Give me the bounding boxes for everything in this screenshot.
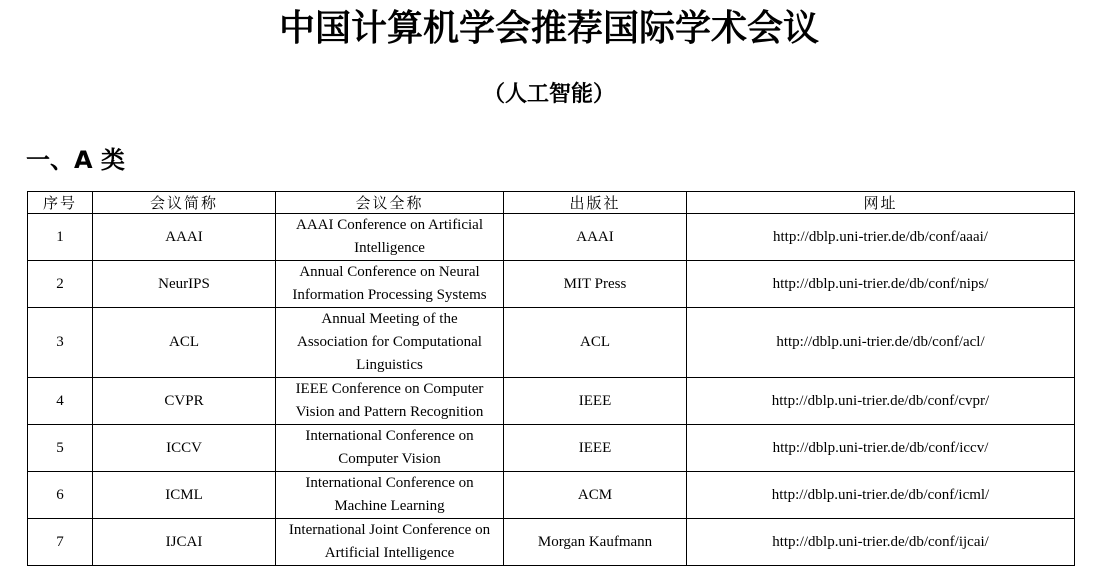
cell-abbr: NeurIPS: [93, 261, 276, 308]
cell-abbr: ICCV: [93, 425, 276, 472]
full-name-line: Information Processing Systems: [292, 287, 487, 303]
full-name-line: Computer Vision: [338, 451, 441, 467]
full-name-line: Association for Computational: [297, 334, 482, 350]
cell-full-name: [276, 261, 504, 308]
cell-url[interactable]: http://dblp.uni-trier.de/db/conf/cvpr/: [687, 378, 1075, 425]
table-row: [28, 519, 1075, 566]
header-full-name: 会议全称: [276, 192, 504, 214]
cell-seq: 7: [28, 519, 93, 566]
header-publisher: 出版社: [504, 192, 687, 214]
cell-full-name: [276, 308, 504, 378]
table-header-row: [28, 192, 1075, 214]
cell-seq: 6: [28, 472, 93, 519]
header-seq: 序号: [28, 192, 93, 214]
cell-abbr: CVPR: [93, 378, 276, 425]
full-name-line: International Conference on: [305, 475, 474, 491]
cell-publisher: AAAI: [504, 214, 687, 261]
header-abbr: 会议简称: [93, 192, 276, 214]
full-name-line: Vision and Pattern Recognition: [295, 404, 484, 420]
cell-seq: 5: [28, 425, 93, 472]
cell-full-name: [276, 214, 504, 261]
full-name-line: International Joint Conference on: [288, 522, 491, 538]
table-row: [28, 308, 1075, 378]
full-name-line: Intelligence: [354, 240, 425, 256]
header-url: 网址: [687, 192, 1075, 214]
cell-full-name: [276, 378, 504, 425]
cell-publisher: ACM: [504, 472, 687, 519]
cell-seq: 1: [28, 214, 93, 261]
document-subtitle: （人工智能）: [482, 82, 615, 107]
table-row: [28, 378, 1075, 425]
section-heading: 一、A 类: [26, 146, 125, 174]
table-row: [28, 425, 1075, 472]
full-name-line: Linguistics: [356, 357, 423, 373]
cell-seq: 2: [28, 261, 93, 308]
cell-abbr: AAAI: [93, 214, 276, 261]
cell-full-name: [276, 472, 504, 519]
table-row: [28, 261, 1075, 308]
cell-abbr: IJCAI: [93, 519, 276, 566]
cell-url[interactable]: http://dblp.uni-trier.de/db/conf/acl/: [687, 308, 1075, 378]
full-name-line: Artificial Intelligence: [324, 545, 455, 561]
cell-seq: 4: [28, 378, 93, 425]
cell-publisher: IEEE: [504, 378, 687, 425]
cell-abbr: ACL: [93, 308, 276, 378]
cell-publisher: Morgan Kaufmann: [504, 519, 687, 566]
cell-full-name: [276, 519, 504, 566]
document-title: 中国计算机学会推荐国际学术会议: [278, 8, 819, 49]
cell-url[interactable]: http://dblp.uni-trier.de/db/conf/icml/: [687, 472, 1075, 519]
full-name-line: International Conference on: [305, 428, 474, 444]
cell-url[interactable]: http://dblp.uni-trier.de/db/conf/aaai/: [687, 214, 1075, 261]
conference-table: [27, 191, 1075, 566]
full-name-line: Machine Learning: [334, 498, 445, 514]
full-name-line: Annual Meeting of the: [321, 311, 458, 327]
cell-url[interactable]: http://dblp.uni-trier.de/db/conf/nips/: [687, 261, 1075, 308]
table-row: [28, 472, 1075, 519]
cell-seq: 3: [28, 308, 93, 378]
cell-publisher: MIT Press: [504, 261, 687, 308]
cell-url[interactable]: http://dblp.uni-trier.de/db/conf/iccv/: [687, 425, 1075, 472]
table-row: [28, 214, 1075, 261]
cell-abbr: ICML: [93, 472, 276, 519]
full-name-line: AAAI Conference on Artificial: [295, 217, 484, 233]
full-name-line: Annual Conference on Neural: [299, 264, 480, 280]
cell-full-name: [276, 425, 504, 472]
full-name-line: IEEE Conference on Computer: [295, 381, 484, 397]
cell-url[interactable]: http://dblp.uni-trier.de/db/conf/ijcai/: [687, 519, 1075, 566]
cell-publisher: IEEE: [504, 425, 687, 472]
cell-publisher: ACL: [504, 308, 687, 378]
